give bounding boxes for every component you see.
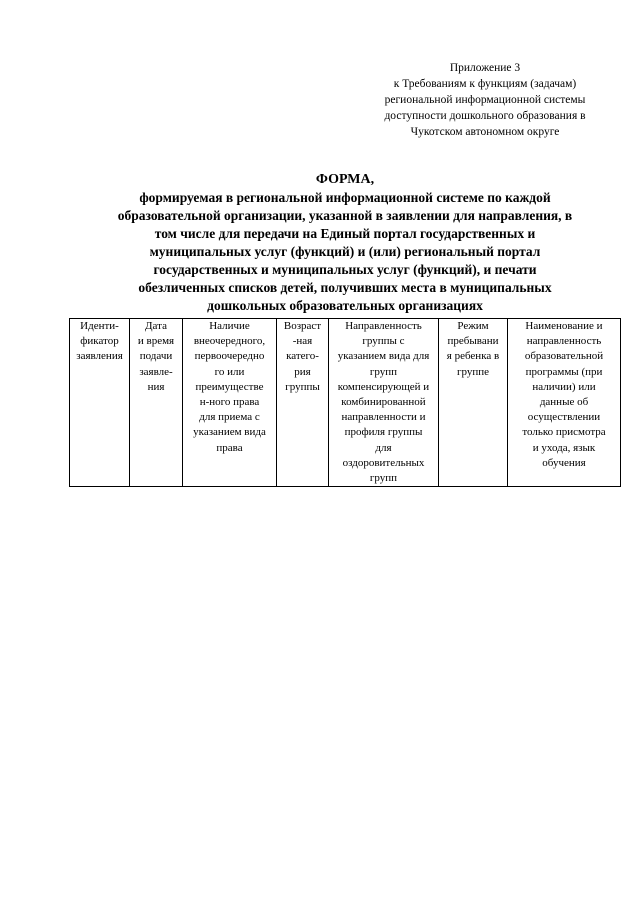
column-header-group-focus bbox=[329, 319, 439, 487]
title-line: том числе для передачи на Единый портал государственных и bbox=[154, 226, 536, 241]
appendix-line: к Требованиям к функциям (задачам) bbox=[393, 78, 577, 90]
title-line: формируемая в региональной информационной системе по каждой bbox=[139, 190, 551, 205]
header-line: компенсирующей и bbox=[337, 380, 430, 393]
column-header-priority-right bbox=[183, 319, 277, 487]
header-line: пребывани bbox=[447, 335, 499, 348]
column-header-program bbox=[508, 319, 621, 487]
header-line: образовательной bbox=[524, 350, 604, 363]
header-line: группы с bbox=[362, 335, 405, 348]
header-line: Направленность bbox=[345, 320, 422, 332]
appendix-line: доступности дошкольного образования в bbox=[384, 110, 586, 122]
header-line: группы bbox=[285, 380, 320, 393]
header-line: Наличие bbox=[209, 320, 250, 332]
header-line: заявления bbox=[76, 350, 123, 363]
header-line: рия bbox=[294, 365, 311, 378]
header-line: групп bbox=[369, 472, 398, 485]
header-line: Дата bbox=[145, 320, 167, 332]
title-line: образовательной организации, указанной в заявлении для направления, в bbox=[117, 208, 573, 223]
header-line: обучения bbox=[542, 456, 586, 469]
header-line: фикатор bbox=[80, 335, 119, 348]
header-line: программы (при bbox=[525, 365, 603, 378]
header-line: подачи bbox=[139, 350, 173, 363]
header-line: заявле- bbox=[139, 365, 173, 378]
header-line: наличии) или bbox=[532, 380, 596, 393]
appendix-line: региональной информационной системы bbox=[384, 94, 586, 106]
header-line: указанием вида bbox=[193, 426, 266, 439]
header-line: катего- bbox=[286, 350, 319, 363]
header-line: Иденти- bbox=[80, 320, 119, 332]
title-line: муниципальных услуг (функций) и (или) региональный портал bbox=[149, 244, 541, 259]
header-line: осуществлении bbox=[527, 411, 601, 424]
appendix-line: Чукотском автономном округе bbox=[410, 126, 560, 138]
column-header-identifier bbox=[70, 319, 130, 487]
header-line: Возраст bbox=[283, 320, 322, 332]
header-line: для приема с bbox=[199, 411, 260, 424]
header-line: ния bbox=[147, 380, 165, 393]
form-title bbox=[70, 171, 620, 315]
form-table bbox=[69, 318, 621, 487]
title-line: дошкольных образовательных организациях bbox=[207, 298, 483, 313]
table-header-row bbox=[70, 319, 621, 487]
header-line: первоочередно bbox=[194, 350, 265, 363]
header-line: н-ного права bbox=[199, 396, 260, 409]
title-line: государственных и муниципальных услуг (функций), и печати bbox=[153, 262, 537, 277]
header-line: и ухода, язык bbox=[532, 441, 596, 454]
appendix-line: Приложение 3 bbox=[449, 62, 521, 74]
header-line: группе bbox=[456, 365, 490, 378]
column-header-stay-mode bbox=[439, 319, 508, 487]
header-line: преимуществе bbox=[195, 380, 264, 393]
header-line: оздоровительных bbox=[342, 456, 425, 469]
header-line: Наименование и bbox=[525, 320, 603, 332]
column-header-age-group bbox=[277, 319, 329, 487]
header-line: только присмотра bbox=[522, 426, 606, 439]
header-line: внеочередного, bbox=[193, 335, 266, 348]
header-line: го или bbox=[214, 365, 245, 378]
header-line: направленность bbox=[526, 335, 602, 348]
header-line: я ребенка в bbox=[446, 350, 500, 363]
column-header-date-time bbox=[130, 319, 183, 487]
header-line: права bbox=[216, 441, 243, 454]
header-line: и время bbox=[137, 335, 175, 348]
header-line: -ная bbox=[292, 335, 313, 348]
form-heading: ФОРМА, bbox=[315, 172, 375, 187]
header-line: направленности и bbox=[341, 411, 426, 424]
header-line: профиля группы bbox=[344, 426, 423, 439]
header-line: указанием вида для bbox=[337, 350, 430, 363]
header-line: групп bbox=[369, 365, 398, 378]
header-line: комбинированной bbox=[341, 396, 426, 409]
title-line: обезличенных списков детей, получивших места в муниципальных bbox=[138, 280, 552, 295]
header-line: данные об bbox=[539, 396, 589, 409]
appendix-note bbox=[360, 60, 610, 140]
header-line: для bbox=[375, 441, 392, 454]
header-line: Режим bbox=[457, 320, 489, 332]
